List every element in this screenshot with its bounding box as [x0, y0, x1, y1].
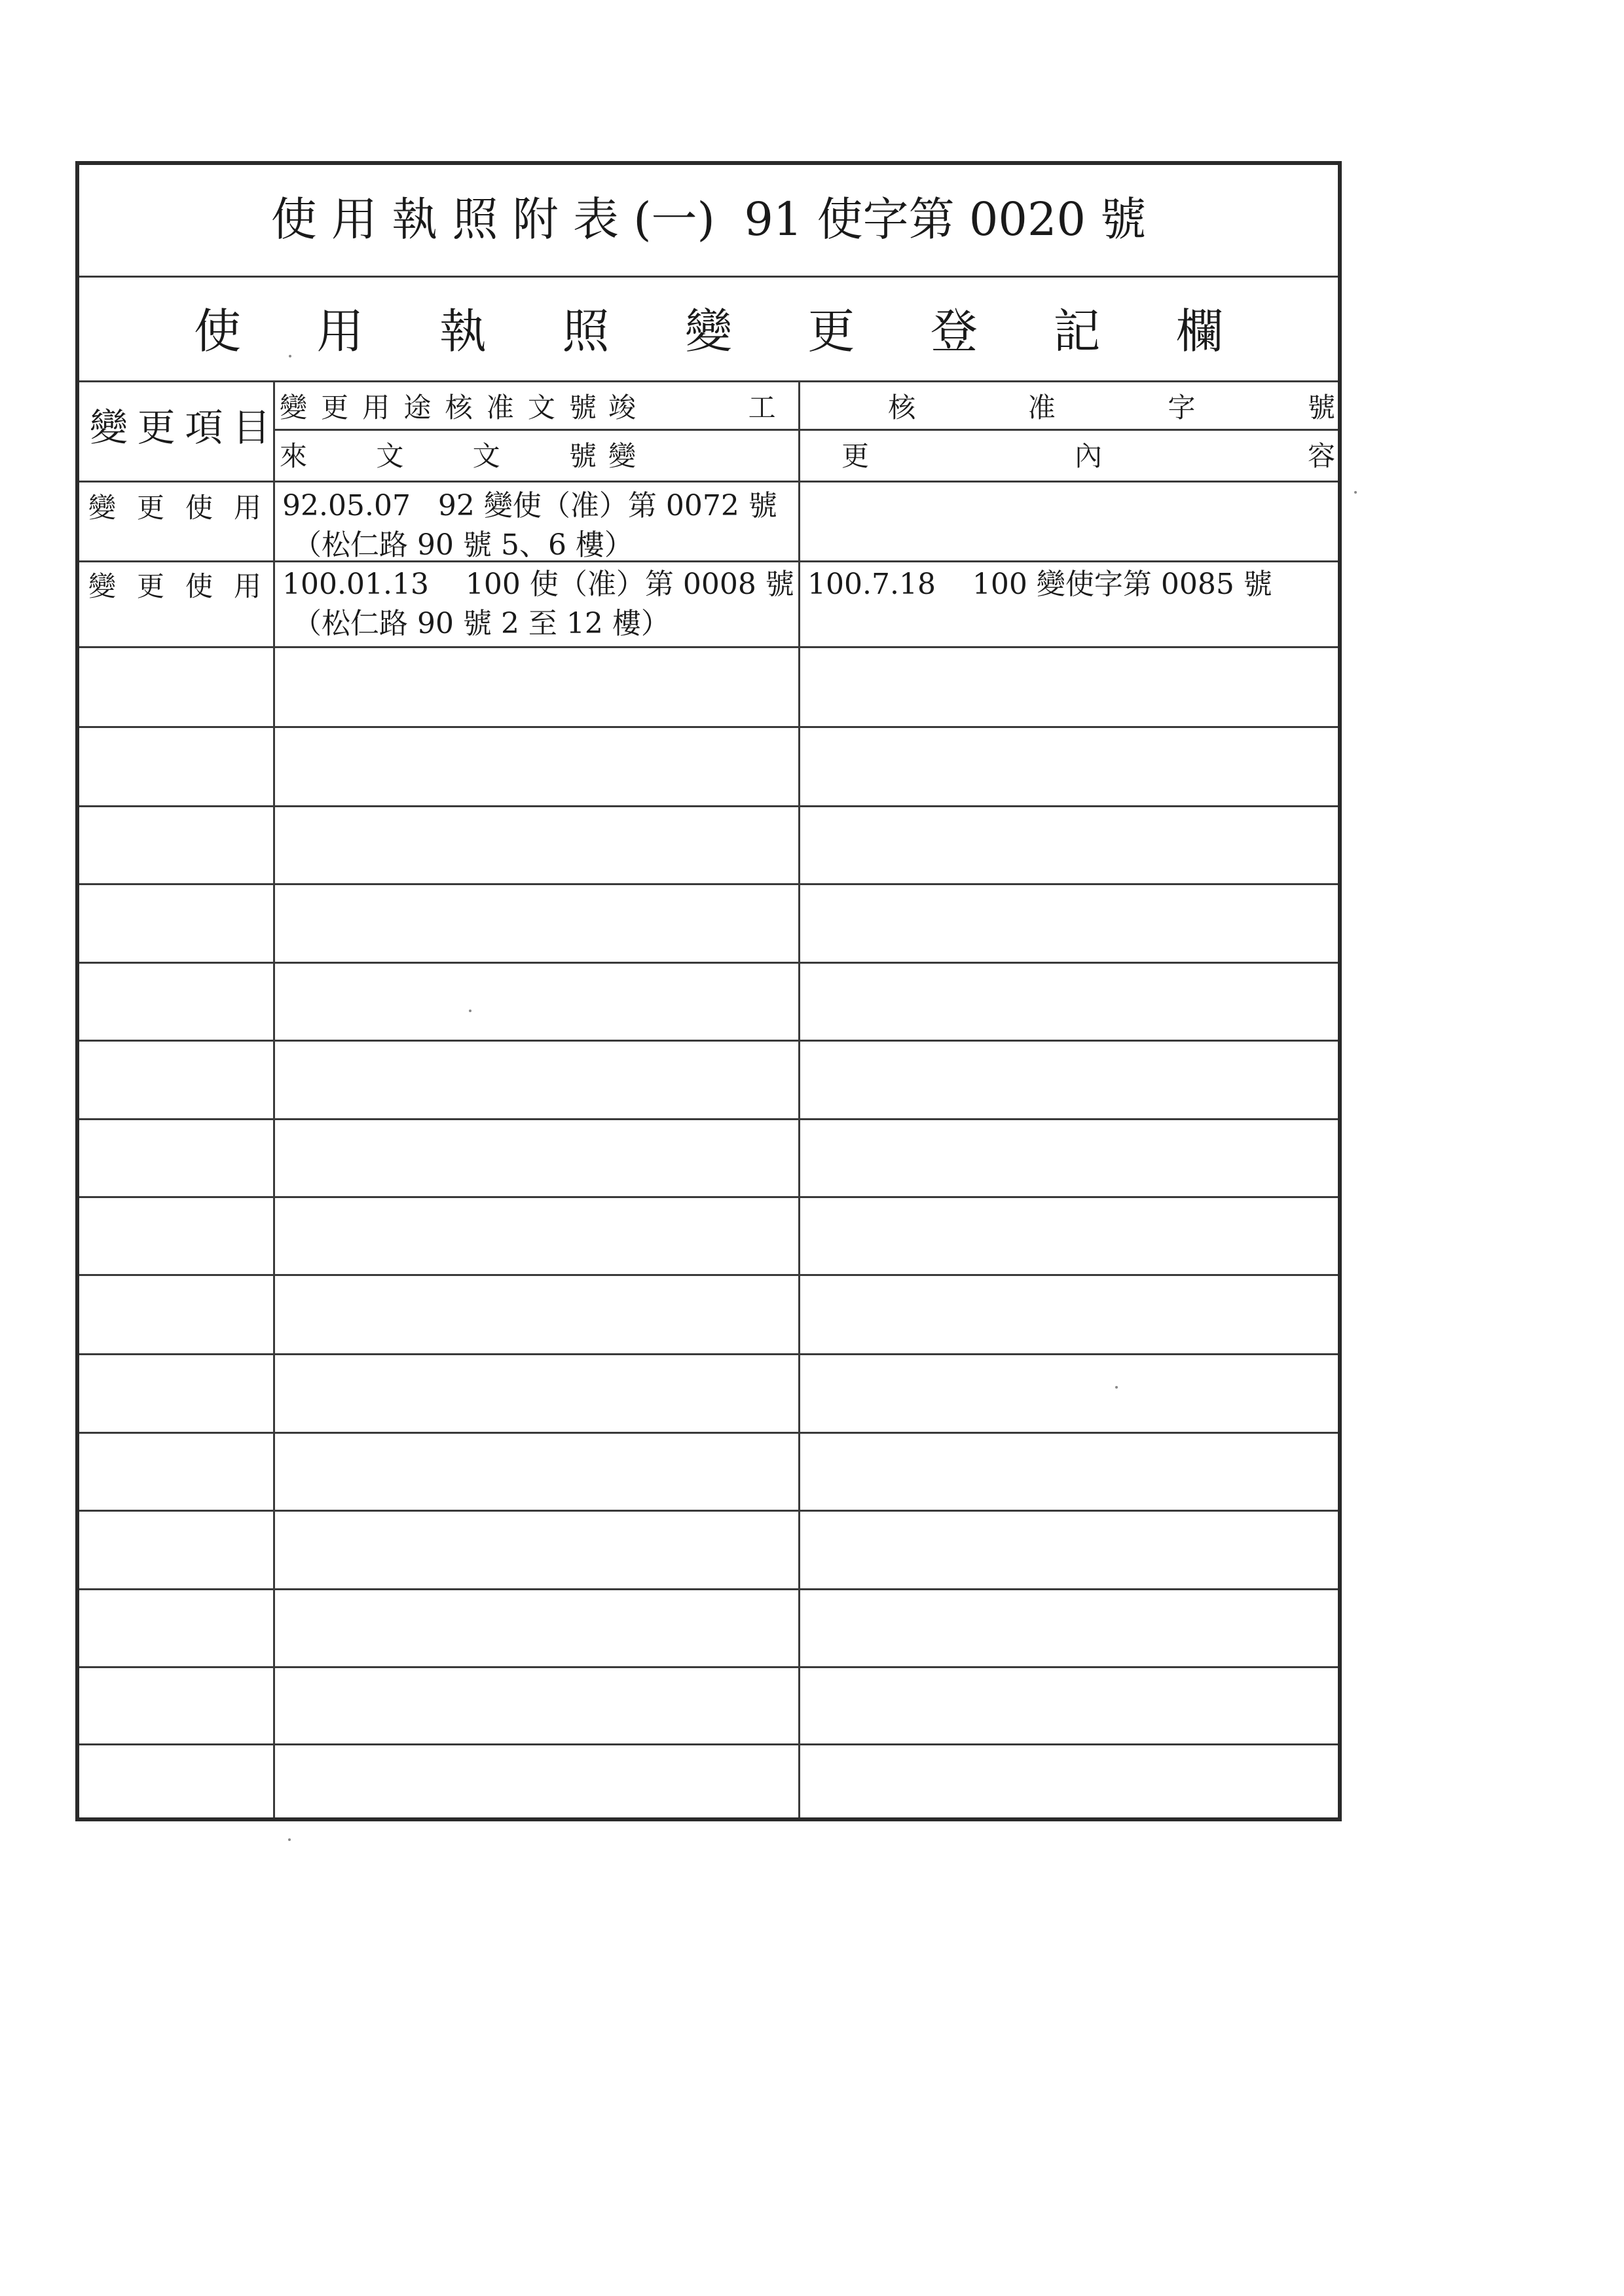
row-1-usage-line1: 92.05.07 92 變使（准）第 0072 號 [282, 489, 777, 522]
header-change-content-char: 更 [841, 440, 869, 472]
header-change-content [608, 435, 1335, 474]
divider [79, 481, 1338, 483]
divider [79, 380, 1338, 382]
header-completion-approval-no-char: 工 [748, 392, 776, 424]
row-2-change-item [88, 566, 261, 604]
column-divider [273, 380, 275, 1817]
header-completion-approval-no-char: 准 [1027, 392, 1056, 424]
header-usage-approval-no-char: 號 [568, 392, 597, 424]
divider [79, 1196, 1338, 1198]
divider [273, 429, 1338, 431]
section-title-char: 使 [194, 304, 242, 359]
section-title-char: 欄 [1175, 304, 1223, 359]
header-incoming-doc-no-char: 文 [472, 440, 500, 472]
header-usage-approval-no-char: 途 [403, 392, 432, 424]
row-1-change-item-char: 使 [185, 492, 213, 524]
divider [79, 883, 1338, 885]
header-change-item-char: 目 [232, 405, 270, 450]
scan-speck [1115, 1386, 1118, 1389]
header-incoming-doc-no [280, 435, 597, 474]
divider [79, 1432, 1338, 1434]
row-2-usage-line1: 100.01.13 100 使（准）第 0008 號 [282, 568, 794, 601]
header-usage-approval-no [280, 386, 597, 426]
divider [79, 805, 1338, 807]
scan-speck [1354, 491, 1357, 494]
header-change-content-char: 變 [608, 440, 637, 472]
divider [79, 1588, 1338, 1590]
divider [79, 1743, 1338, 1745]
header-completion-approval-no [608, 386, 1335, 426]
header-incoming-doc-no-char: 文 [376, 440, 404, 472]
section-title-char: 記 [1053, 304, 1101, 359]
scan-speck [289, 355, 291, 357]
header-change-item-char: 項 [185, 405, 223, 450]
header-completion-approval-no-char: 竣 [608, 392, 637, 424]
header-usage-approval-no-char: 核 [445, 392, 473, 424]
divider [79, 726, 1338, 728]
form-title: 使 用 執 照 附 表 (一) 91 使字第 0020 號 [270, 192, 1147, 246]
row-1-change-item [88, 487, 261, 525]
row-1-change-item-char: 變 [88, 492, 117, 524]
row-1-change-item-char: 更 [136, 492, 164, 524]
divider [79, 1666, 1338, 1668]
header-usage-approval-no-char: 更 [321, 392, 349, 424]
row-1-usage-line2: （松仁路 90 號 5、6 樓） [293, 528, 633, 562]
divider [79, 962, 1338, 964]
header-completion-approval-no-char: 核 [888, 392, 916, 424]
row-2-change-item-char: 變 [88, 570, 117, 602]
divider [79, 560, 1338, 562]
column-divider [798, 380, 800, 1817]
header-change-content-char: 內 [1074, 440, 1102, 472]
section-title-char: 照 [562, 304, 610, 359]
header-completion-approval-no-char: 號 [1307, 392, 1335, 424]
scan-speck [469, 1010, 471, 1012]
change-registration-form [75, 161, 1342, 1821]
divider [79, 1510, 1338, 1512]
header-completion-approval-no-char: 字 [1168, 392, 1196, 424]
section-title-char: 用 [316, 304, 364, 359]
divider [79, 1274, 1338, 1276]
header-incoming-doc-no-char: 來 [280, 440, 308, 472]
row-2-usage-line2: （松仁路 90 號 2 至 12 樓） [293, 607, 670, 640]
header-change-item [90, 397, 270, 452]
section-title-char: 變 [684, 304, 732, 359]
section-title-char: 登 [930, 304, 978, 359]
header-usage-approval-no-char: 變 [280, 392, 308, 424]
row-2-completion-no: 100.7.18 100 變使字第 0085 號 [807, 568, 1272, 601]
divider [79, 646, 1338, 648]
header-usage-approval-no-char: 用 [362, 392, 390, 424]
row-2-change-item-char: 使 [185, 570, 213, 602]
header-change-item-char: 更 [137, 405, 175, 450]
header-usage-approval-no-char: 文 [527, 392, 555, 424]
section-title-char: 更 [807, 304, 855, 359]
divider [79, 1118, 1338, 1120]
row-2-change-item-char: 用 [233, 570, 261, 602]
header-usage-approval-no-char: 准 [486, 392, 514, 424]
header-change-item-char: 變 [90, 405, 128, 450]
header-incoming-doc-no-char: 號 [568, 440, 597, 472]
divider [79, 276, 1338, 278]
divider [79, 1040, 1338, 1042]
divider [79, 1353, 1338, 1355]
scan-speck [288, 1838, 291, 1841]
header-change-content-char: 容 [1307, 440, 1335, 472]
row-1-change-item-char: 用 [233, 492, 261, 524]
section-title-char: 執 [439, 304, 487, 359]
row-2-change-item-char: 更 [136, 570, 164, 602]
section-title [194, 296, 1223, 359]
